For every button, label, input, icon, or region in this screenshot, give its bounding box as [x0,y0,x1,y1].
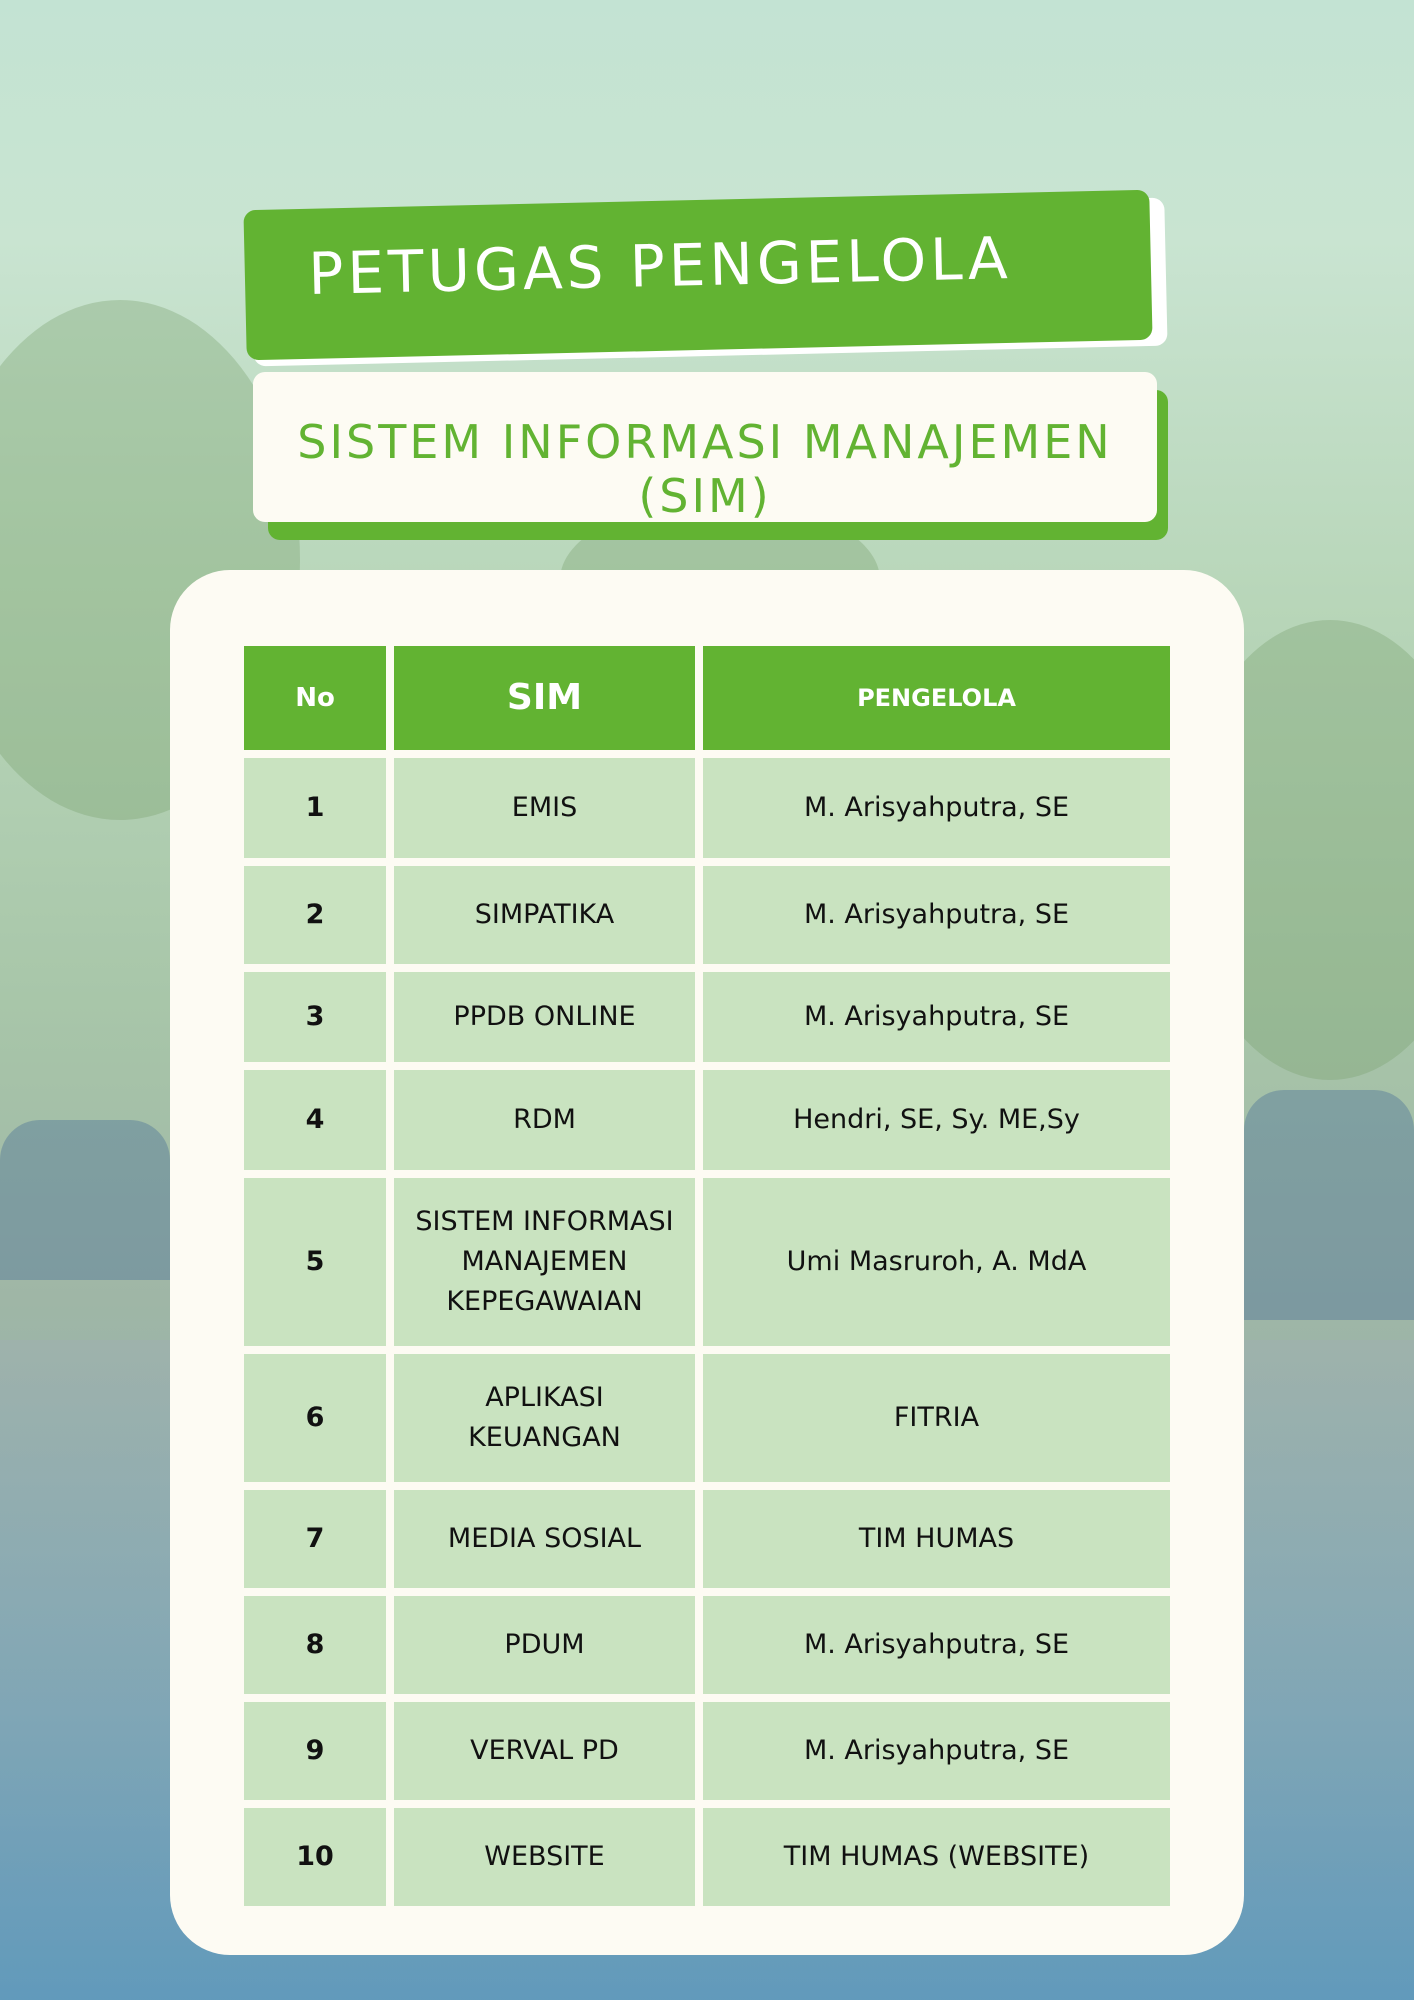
cell-sim-line: APLIKASI [485,1382,604,1413]
cell-sim: MEDIA SOSIAL [394,1490,695,1588]
cell-sim [394,1354,695,1482]
cell-pengelola: M. Arisyahputra, SE [703,758,1170,858]
sim-table [244,646,1170,1914]
table-row [244,1808,1170,1906]
cell-sim-line: SISTEM INFORMASI [415,1206,674,1237]
page-title: PETUGAS PENGELOLA [307,224,1013,308]
cell-no: 1 [244,758,386,858]
cell-pengelola: M. Arisyahputra, SE [703,972,1170,1062]
table-row [244,1178,1170,1346]
page-subtitle: SISTEM INFORMASI MANAJEMEN (SIM) [297,415,1113,523]
background-crowd [1244,1090,1414,1320]
cell-pengelola: TIM HUMAS [703,1490,1170,1588]
cell-sim-line: MANAJEMEN [461,1246,628,1277]
table-row [244,1702,1170,1800]
cell-pengelola: M. Arisyahputra, SE [703,866,1170,964]
cell-sim [394,1178,695,1346]
cell-sim: SIMPATIKA [394,866,695,964]
table-row [244,1490,1170,1588]
table-row [244,1354,1170,1482]
cell-no: 5 [244,1178,386,1346]
table-body [244,758,1170,1906]
background-crowd [0,1120,170,1280]
cell-pengelola: Hendri, SE, Sy. ME,Sy [703,1070,1170,1170]
cell-sim: EMIS [394,758,695,858]
table-row [244,1596,1170,1694]
cell-no: 6 [244,1354,386,1482]
header-no: No [244,646,386,750]
cell-no: 9 [244,1702,386,1800]
table-row [244,972,1170,1062]
cell-sim: WEBSITE [394,1808,695,1906]
cell-no: 10 [244,1808,386,1906]
cell-sim: PDUM [394,1596,695,1694]
table-row [244,758,1170,858]
cell-pengelola: M. Arisyahputra, SE [703,1702,1170,1800]
cell-pengelola: TIM HUMAS (WEBSITE) [703,1808,1170,1906]
cell-sim-line: KEPEGAWAIAN [446,1286,643,1317]
header-sim: SIM [394,646,695,750]
header-pengelola: PENGELOLA [703,646,1170,750]
cell-pengelola: Umi Masruroh, A. MdA [703,1178,1170,1346]
table-row [244,866,1170,964]
cell-no: 4 [244,1070,386,1170]
table-row [244,1070,1170,1170]
cell-sim-line: KEUANGAN [468,1422,621,1453]
cell-sim: PPDB ONLINE [394,972,695,1062]
cell-sim: VERVAL PD [394,1702,695,1800]
cell-no: 2 [244,866,386,964]
cell-no: 8 [244,1596,386,1694]
cell-sim: RDM [394,1070,695,1170]
cell-pengelola: FITRIA [703,1354,1170,1482]
cell-no: 7 [244,1490,386,1588]
cell-no: 3 [244,972,386,1062]
table-header-row [244,646,1170,750]
cell-pengelola: M. Arisyahputra, SE [703,1596,1170,1694]
